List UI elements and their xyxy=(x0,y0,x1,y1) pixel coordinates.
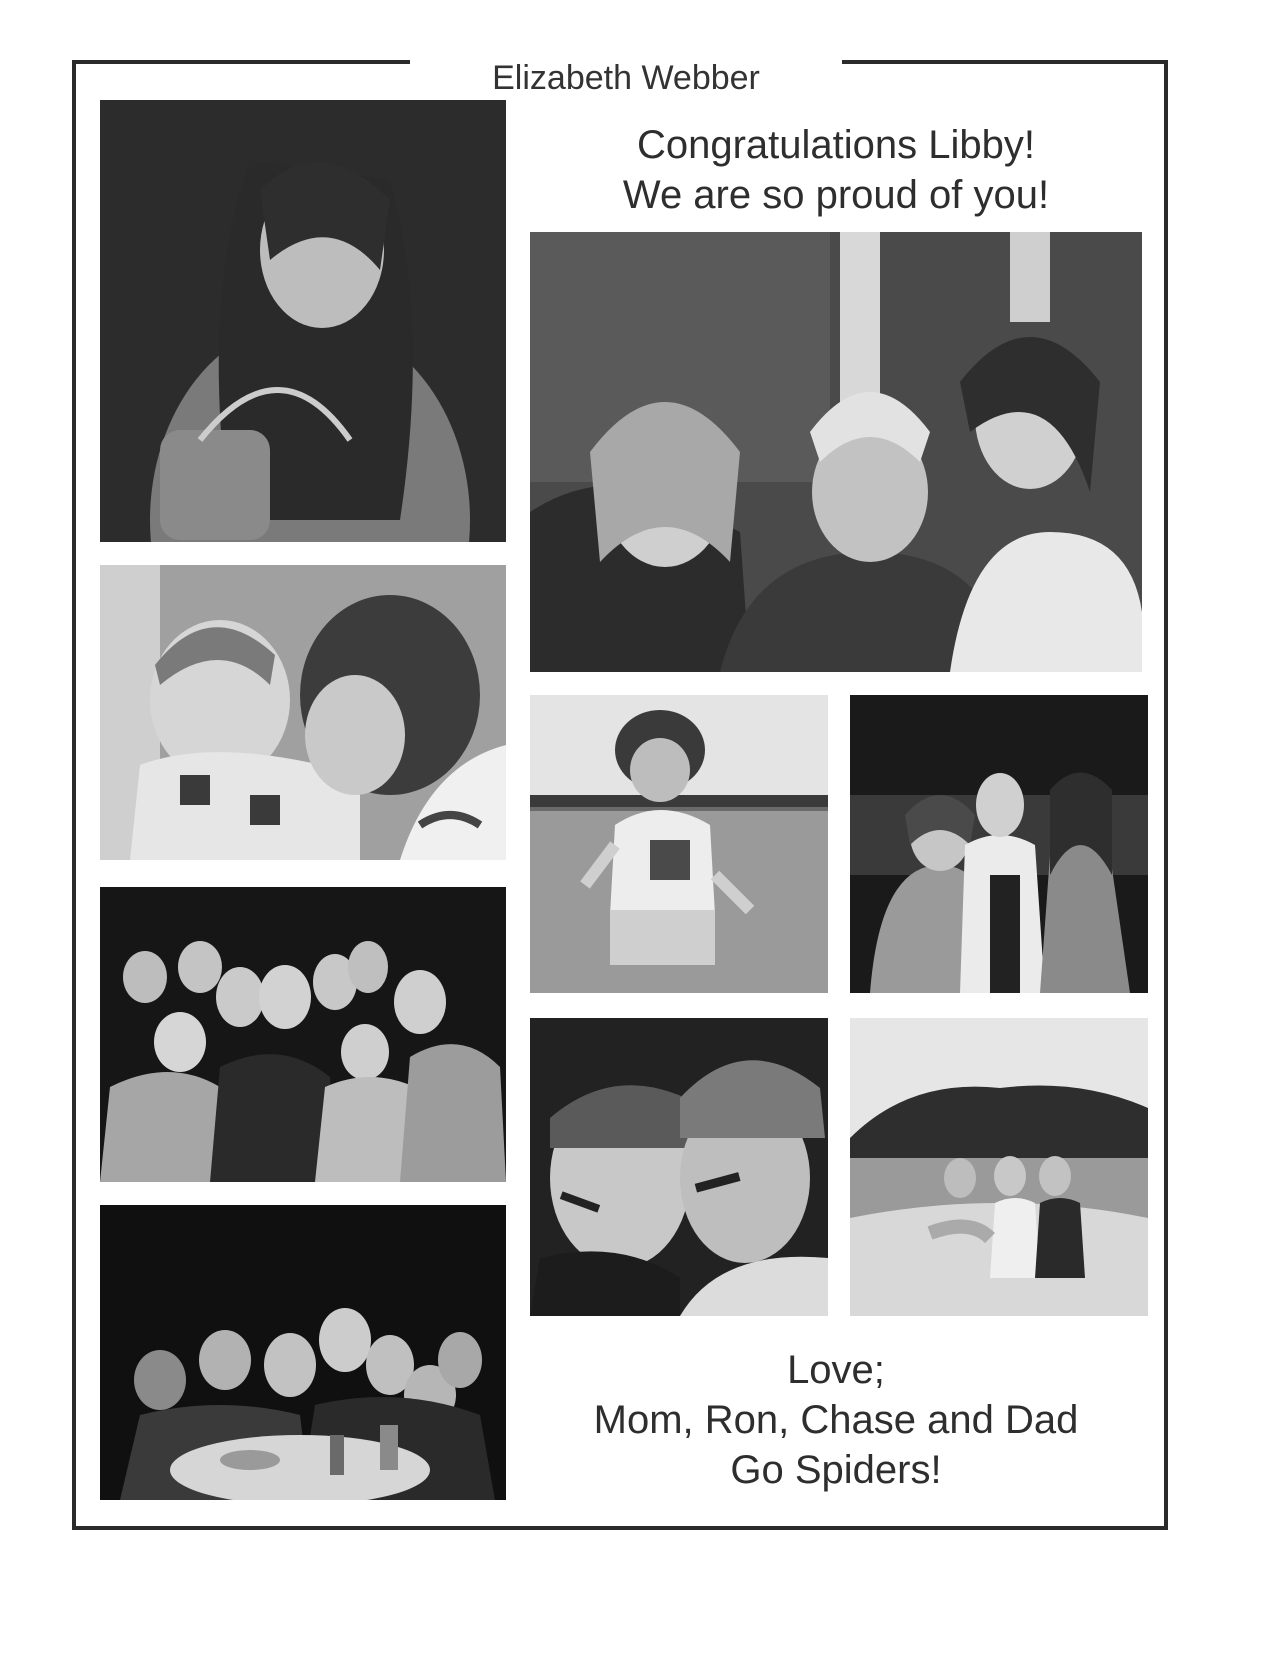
photo-group-icon xyxy=(530,232,1142,672)
photo-boat-lake xyxy=(850,1018,1148,1316)
photo-portrait-purse xyxy=(100,100,506,542)
photo-two-kids xyxy=(100,565,506,860)
congrats-line-2: We are so proud of you! xyxy=(622,173,1050,217)
photo-portrait-icon xyxy=(100,100,506,542)
photo-children-icon xyxy=(100,565,506,860)
closing-line-1: Love; xyxy=(787,1348,885,1392)
photo-dinner-table xyxy=(100,1205,506,1500)
photo-group-night xyxy=(100,887,506,1182)
page-title: Elizabeth Webber xyxy=(492,59,760,97)
photo-dinner-icon xyxy=(100,1205,506,1500)
photo-three-women xyxy=(530,232,1142,672)
closing-line-3: Go Spiders! xyxy=(730,1448,942,1492)
congrats-line-1: Congratulations Libby! xyxy=(636,123,1036,167)
photo-lake-icon xyxy=(850,1018,1148,1316)
photo-camo-friends xyxy=(530,1018,828,1316)
closing-line-2: Mom, Ron, Chase and Dad xyxy=(593,1398,1079,1442)
photo-toddler-beach xyxy=(530,695,828,993)
photo-three-formal xyxy=(850,695,1148,993)
photo-beach-icon xyxy=(530,695,828,993)
photo-group-icon xyxy=(100,887,506,1182)
photo-formal-icon xyxy=(850,695,1148,993)
photo-friends-icon xyxy=(530,1018,828,1316)
closing-message xyxy=(530,1345,1142,1495)
congrats-message xyxy=(530,120,1142,220)
